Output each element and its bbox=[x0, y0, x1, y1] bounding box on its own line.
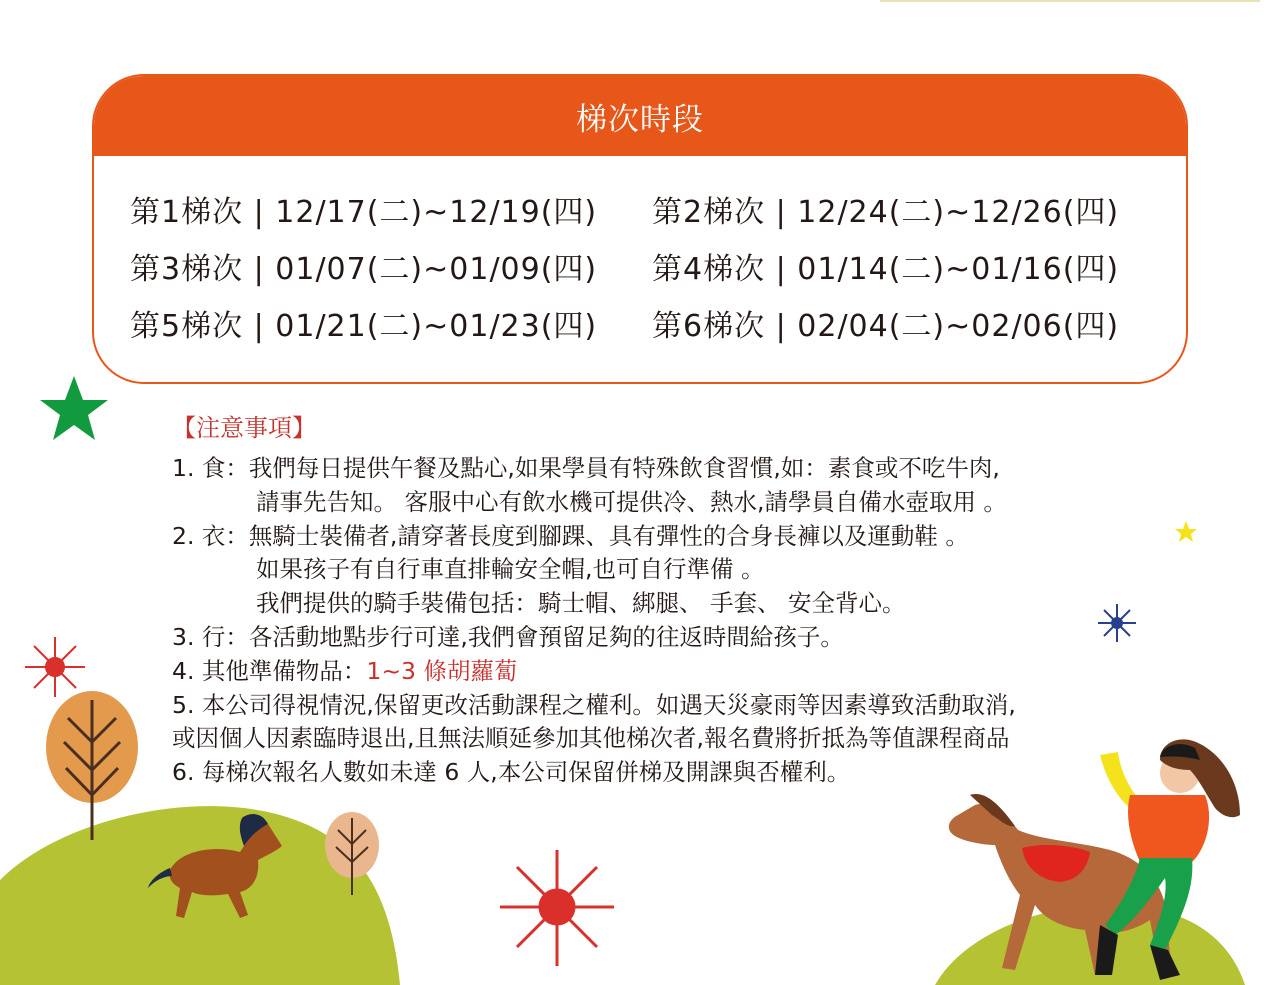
note-3: 3. 行：各活動地點步行可達,我們會預留足夠的往返時間給孩子。 bbox=[172, 622, 844, 651]
yellow-star-icon bbox=[1175, 521, 1197, 542]
note-1-line-2: 請事先告知。 客服中心有飲水機可提供冷、熱水,請學員自備水壺取用 。 bbox=[256, 487, 1007, 516]
session-4: 第4梯次 | 01/14(二)~01/16(四) bbox=[652, 251, 1120, 287]
hill-right bbox=[935, 905, 1245, 985]
schedule-row bbox=[130, 237, 1160, 294]
note-2-line-2: 如果孩子有自行車直排輪安全帽,也可自行準備 。 bbox=[256, 555, 765, 584]
schedule-row bbox=[130, 294, 1160, 351]
note-4 bbox=[172, 655, 1016, 689]
schedule-row bbox=[130, 180, 1160, 237]
session-6: 第6梯次 | 02/04(二)~02/06(四) bbox=[652, 308, 1120, 344]
schedule-title: 梯次時段 bbox=[576, 101, 704, 138]
notes-title: 【注意事項】 bbox=[172, 414, 316, 442]
schedule-header bbox=[94, 76, 1186, 156]
notes-list bbox=[172, 452, 1016, 790]
session-5: 第5梯次 | 01/21(二)~01/23(四) bbox=[130, 308, 598, 344]
session-3: 第3梯次 | 01/07(二)~01/09(四) bbox=[130, 251, 598, 287]
note-2-line-1: 2. 衣：無騎士裝備者,請穿著長度到腳踝、具有彈性的合身長褲以及運動鞋 。 bbox=[172, 521, 969, 550]
horse-right-icon bbox=[949, 794, 1172, 975]
note-6: 6. 每梯次報名人數如未達 6 人,本公司保留併梯及開課與否權利。 bbox=[172, 758, 851, 787]
red-sparkle-left-icon bbox=[25, 637, 85, 697]
schedule-grid bbox=[130, 180, 1160, 351]
note-4-highlight: 1~3 條胡蘿蔔 bbox=[366, 656, 518, 685]
note-4-prefix: 4. 其他準備物品： bbox=[172, 656, 367, 685]
session-2: 第2梯次 | 12/24(二)~12/26(四) bbox=[652, 194, 1120, 230]
orange-tree-icon bbox=[46, 691, 138, 840]
blue-sparkle-icon bbox=[1098, 604, 1136, 642]
note-2-line-3: 我們提供的騎手裝備包括：騎士帽、綁腿、 手套、 安全背心。 bbox=[256, 589, 906, 618]
note-5-line-1: 5. 本公司得視情況,保留更改活動課程之權利。如遇天災豪雨等因素導致活動取消, bbox=[172, 690, 1016, 719]
horse-left-icon bbox=[148, 814, 282, 918]
green-star-icon bbox=[40, 376, 108, 440]
note-5-line-2: 或因個人因素臨時退出,且無法順延參加其他梯次者,報名費將折抵為等值課程商品 bbox=[172, 724, 1010, 753]
session-1: 第1梯次 | 12/17(二)~12/19(四) bbox=[130, 194, 598, 230]
small-tree-icon bbox=[325, 812, 379, 895]
hill-left bbox=[0, 806, 400, 985]
top-divider-line bbox=[880, 0, 1260, 2]
note-1-line-1: 1. 食：我們每日提供午餐及點心,如果學員有特殊飲食習慣,如：素食或不吃牛肉, bbox=[172, 454, 1000, 482]
red-sparkle-center-icon bbox=[500, 850, 614, 966]
schedule-card bbox=[92, 74, 1188, 384]
girl-rider-icon bbox=[1095, 739, 1240, 980]
